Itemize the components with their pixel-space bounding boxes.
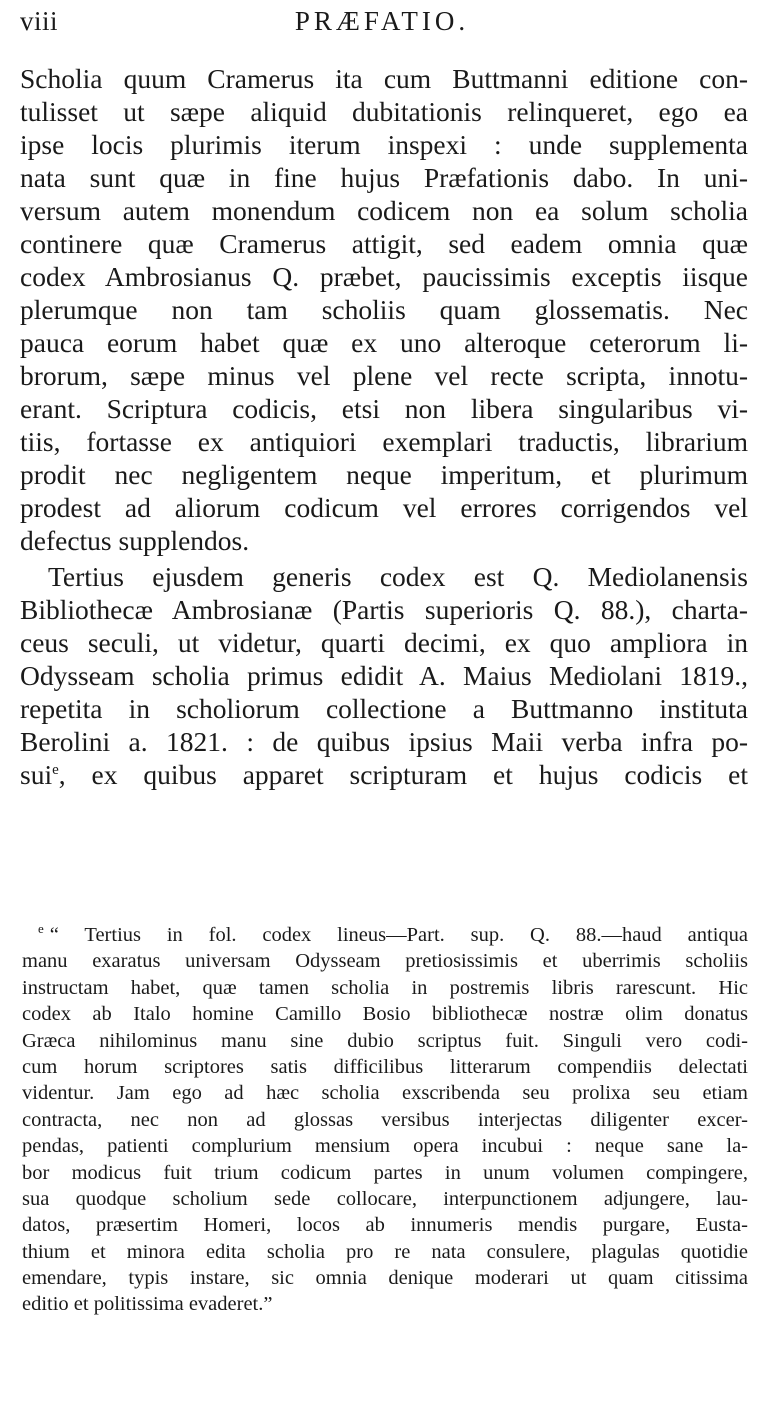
footnote-reference[interactable]: e bbox=[52, 761, 59, 778]
text-line: Odysseam scholia primus edidit A. Maius Mediolani 1819., bbox=[20, 660, 748, 691]
text-line: continere quæ Cramerus attigit, sed eadem omnia quæ bbox=[20, 228, 748, 259]
text-line: codex Ambrosianus Q. præbet, paucissimis exceptis iisque bbox=[20, 261, 748, 292]
text-line: tulisset ut sæpe aliquid dubitationis relinqueret, ego ea bbox=[20, 96, 748, 127]
text-line: pauca eorum habet quæ ex uno alteroque ceterorum li- bbox=[20, 327, 748, 358]
footnote-line: sua quodque scholium sede collocare, interpunctionem adjungere, lau- bbox=[22, 1187, 748, 1210]
footnote-line: editio et politissima evaderet.” bbox=[22, 1293, 273, 1316]
text-line-with-footnote-ref bbox=[20, 758, 748, 791]
footnote-line: pendas, patienti complurium mensium opera incubui : neque sane la- bbox=[22, 1135, 748, 1158]
text-line: versum autem monendum codicem non ea solum scholia bbox=[20, 195, 748, 226]
text-line: repetita in scholiorum collectione a Buttmanno instituta bbox=[20, 693, 748, 724]
text-line: ipse locis plurimis iterum inspexi : unde supplementa bbox=[20, 129, 748, 160]
text-line: plerumque non tam scholiis quam glossematis. Nec bbox=[20, 294, 748, 325]
footnote-line bbox=[22, 922, 748, 948]
footnote-line: Græca nihilominus manu sine dubio scriptus fuit. Singuli vero codi- bbox=[22, 1029, 748, 1052]
text-line: tiis, fortasse ex antiquiori exemplari traductis, librarium bbox=[20, 426, 748, 457]
page-title: PRÆFATIO. bbox=[294, 6, 470, 36]
running-head bbox=[20, 4, 744, 44]
text-line: Scholia quum Cramerus ita cum Buttmanni editione con- bbox=[20, 63, 748, 94]
footnote bbox=[22, 922, 748, 1318]
text-line: nata sunt quæ in fine hujus Præfationis dabo. In uni- bbox=[20, 162, 748, 193]
text-line: prodest ad aliorum codicum vel errores corrigendos vel bbox=[20, 492, 748, 523]
footnote-line: emendare, typis instare, sic omnia denique moderari ut quam citissima bbox=[22, 1267, 748, 1290]
text-line: Berolini a. 1821. : de quibus ipsius Maii verba infra po- bbox=[20, 726, 748, 757]
main-text bbox=[20, 62, 748, 791]
footnote-line: contracta, nec non ad glossas versibus interjectas diligenter excer- bbox=[22, 1108, 748, 1131]
footnote-line: codex ab Italo homine Camillo Bosio bibliothecæ nostræ olim donatus bbox=[22, 1003, 748, 1026]
footnote-line: manu exaratus universam Odysseam pretiosissimis et uberrimis scholiis bbox=[22, 950, 748, 973]
text-line: defectus supplendos. bbox=[20, 525, 250, 556]
footnote-line: videntur. Jam ego ad hæc scholia exscribenda seu prolixa seu etiam bbox=[22, 1082, 748, 1105]
footnote-line: datos, præsertim Homeri, locos ab innumeris mendis purgare, Eusta- bbox=[22, 1214, 748, 1237]
text-line: Bibliothecæ Ambrosianæ (Partis superioris Q. 88.), charta- bbox=[20, 594, 748, 625]
text-line: erant. Scriptura codicis, etsi non libera singularibus vi- bbox=[20, 393, 748, 424]
text-fragment: , ex quibus apparet scripturam et hujus codicis et bbox=[58, 759, 748, 790]
footnote-line: cum horum scriptores satis difficilibus litterarum compendiis delectati bbox=[22, 1055, 748, 1078]
footnote-marker: e bbox=[38, 921, 44, 937]
text-line: brorum, sæpe minus vel plene vel recte scripta, innotu- bbox=[20, 360, 748, 391]
footnote-line: instructam habet, quæ tamen scholia in postremis libris rarescunt. Hic bbox=[22, 976, 748, 999]
text-line: prodit nec negligentem neque imperitum, et plurimum bbox=[20, 459, 748, 490]
footnote-line: bor modicus fuit trium codicum partes in unum volumen compingere, bbox=[22, 1161, 748, 1184]
page-number: viii bbox=[20, 6, 59, 36]
footnote-line: thium et minora edita scholia pro re nata consulere, plagulas quotidie bbox=[22, 1240, 748, 1263]
text-fragment: sui bbox=[20, 759, 53, 790]
paragraph-start-line: Tertius ejusdem generis codex est Q. Mediolanensis bbox=[48, 561, 748, 592]
footnote-text: “ Tertius in fol. codex lineus—Part. sup. Q. 88.—haud antiqua bbox=[49, 924, 748, 946]
text-line: ceus seculi, ut videtur, quarti decimi, ex quo ampliora in bbox=[20, 627, 748, 658]
